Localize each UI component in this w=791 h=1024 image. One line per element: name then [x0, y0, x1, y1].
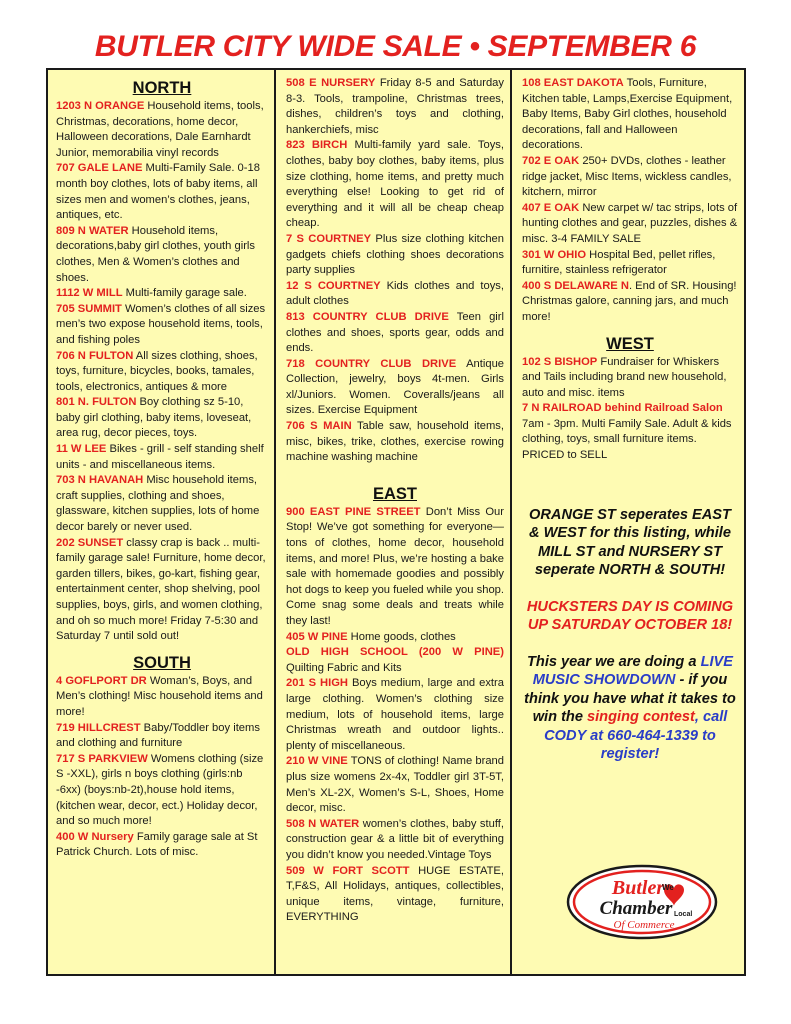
listing-address: 4 GOFLPORT DR	[56, 674, 147, 687]
listing-description: women’s clothes, baby stuff, construction gear & a little bit of everything you didn’t know you needed.Vintage Toys	[286, 817, 504, 861]
sale-listing	[522, 201, 738, 248]
listing-description: Womens clothing (size S -XXL), girls n boys clothing (girls:nb -6xx) (boys:nb-2t),house hold items, (kitchen wear, decor, ect.) Holiday decor, and so much more!	[56, 752, 264, 828]
listing-description: Household items, decorations,baby girl clothes, youth girls clothes, Men & Women’s clothes and shoes.	[56, 224, 255, 284]
sale-listing	[56, 224, 268, 286]
sale-listing	[286, 754, 504, 816]
listing-description: TONS of clothing! Name brand plus size womens 2x-4x, Toddler girl 3T-5T, Men’s XL-2X, Women’s S-L, Shoes, Home decor, misc.	[286, 755, 504, 815]
listing-description: Hospital Bed, pellet rifles, furnitire, stainless refrigerator	[522, 248, 716, 277]
listing-address: 201 S HIGH	[286, 677, 349, 690]
listing-description: Antique Collection, jewelry, boys 4t-men. Girls xl/Juniors. Women. Coveralls/jeans all sizes. Exercise Equipment	[286, 357, 505, 417]
contact-cody-phone: , call CODY at 660-464-1339	[544, 709, 728, 744]
listing-description: Fundraiser for Whiskers and Tails including brand new household, auto and misc. items	[522, 355, 727, 399]
listing-address: 1203 N ORANGE	[56, 100, 145, 112]
sale-listing	[56, 830, 268, 861]
sale-listing	[286, 279, 504, 310]
listing-address: 12 S COURTNEY	[286, 279, 381, 292]
column-left	[48, 70, 276, 974]
listing-address: 706 S MAIN	[286, 420, 352, 433]
sale-listing	[56, 99, 268, 161]
listing-description: Don’t Miss Our Stop! We’ve got something for everyone—tons of clothes, home decor, household items, and more! Plus, we’re hosting a bake sale with homemade goodies and possibly hot dogs to keep you fueled while you shop. Come snag some deals and treats while they last!	[286, 505, 504, 627]
sale-listing	[286, 357, 504, 419]
listing-address: 707 GALE LANE	[56, 162, 143, 175]
listing-address: 813 COUNTRY CLUB DRIVE	[286, 310, 449, 323]
sale-listing	[286, 419, 504, 466]
sale-listing	[286, 232, 504, 279]
listing-description: Boys medium, large and extra large clothing. Women’s clothing size medium, lots of household items, large Christmas wreath and outdoor lights.. plenty of miscellaneous.	[286, 677, 504, 752]
sale-listing	[522, 154, 738, 201]
sale-listing	[56, 721, 268, 752]
sale-listing	[286, 864, 504, 926]
sale-listing	[522, 76, 738, 154]
listing-address: 702 E OAK	[522, 154, 580, 167]
sale-listing	[286, 138, 504, 232]
listing-description: 7am - 3pm. Multi Family Sale. Adult & kids clothing, toys, small furniture items. PRICED to SELL	[522, 417, 732, 462]
listing-address: 102 S BISHOP	[522, 355, 598, 368]
listing-address: 210 W VINE	[286, 755, 348, 768]
listing-address: 400 W Nursery	[56, 830, 134, 843]
west-heading: WEST	[606, 334, 654, 353]
listing-description: HUGE ESTATE, T,F&S, All Holidays, antiques, collectibles, unique items, vintage, furniture, EVERYTHING	[286, 864, 504, 924]
listing-description: Quilting Fabric and Kits	[286, 661, 402, 674]
listing-description: Multi-Family Sale. 0-18 month boy clothes, lots of baby items, all sizes men and women’s clothes, jeans, antiques, etc.	[56, 162, 260, 222]
listing-description: Home goods, clothes	[347, 630, 456, 643]
sale-listing	[522, 401, 738, 463]
east-list	[286, 505, 504, 926]
sale-listing	[56, 536, 268, 645]
column-middle	[278, 70, 512, 974]
sale-listing	[286, 645, 504, 676]
live-music-showdown-label: LIVE MUSIC SHOWDOWN	[532, 653, 733, 689]
sale-listing	[522, 248, 738, 279]
sale-listing	[286, 630, 504, 646]
listing-address: 509 W FORT SCOTT	[286, 864, 410, 877]
logo-commerce-text: Of Commerce	[613, 919, 675, 931]
listing-address: OLD HIGH SCHOOL (200 W PINE)	[286, 646, 504, 659]
listing-address: 1112 W MILL	[56, 287, 123, 300]
sale-listing	[286, 505, 504, 630]
listing-description: 250+ DVDs, clothes - leather ridge jacket, Misc Items, wickless candles, kitchern, mirror	[522, 154, 732, 199]
sale-listing	[522, 279, 738, 326]
showdown-intro: This year we are doing a	[526, 653, 701, 670]
logo-local-text: Local	[674, 911, 693, 918]
north-list	[56, 99, 268, 645]
sale-listing	[286, 76, 504, 138]
listing-description: Multi-family garage sale.	[122, 287, 247, 300]
street-separator-note: ORANGE ST seperates EAST & WEST for this listing, while MILL ST and NURSERY ST seperate NORTH & SOUTH!	[529, 506, 731, 579]
sale-listing	[56, 674, 268, 721]
listing-address: 703 N HAVANAH	[56, 474, 144, 487]
listing-address: 801 N. FULTON	[56, 396, 137, 409]
west-list	[522, 355, 738, 464]
listing-address: 202 SUNSET	[56, 536, 124, 549]
logo-butler-text: Butler	[611, 877, 665, 899]
listing-description: Baby/Toddler boy items and clothing and furniture	[56, 721, 260, 750]
listing-description: Woman’s, Boys, and Men’s clothing! Misc household items and more!	[56, 674, 263, 718]
listing-address: 705 SUMMIT	[56, 302, 122, 315]
listing-description: classy crap is back .. multi-family garage sale! Furniture, home decor, garden tillers, bikes, go-kart, fishing gear, entertainment center, shop shelving, pool supplies, boys, girls, and women clothing, and oh so much more! Friday 7-5:30 and Saturday 7 until sold out!	[56, 536, 266, 643]
north-continued-list	[286, 76, 504, 466]
sale-listing	[56, 349, 268, 396]
sale-listing	[56, 442, 268, 473]
listing-address: 7 N RAILROAD behind Railroad Salon	[522, 402, 723, 415]
north-heading: NORTH	[132, 79, 192, 97]
listing-address: 7 S COURTNEY	[286, 232, 372, 245]
music-showdown-note	[522, 653, 738, 764]
listing-description: Misc household items, craft supplies, clothing and shoes, glassware, kitchen supplies, lots of home decor barely or never used.	[56, 474, 260, 534]
logo-chamber-text: Chamber	[599, 898, 673, 919]
listing-description: Women’s clothes of all sizes men’s two expose household items, tools, and fishing poles	[56, 302, 266, 346]
logo-we-text: We	[662, 883, 674, 892]
sale-listing	[286, 310, 504, 357]
sale-listing	[56, 395, 268, 442]
sale-listing	[522, 355, 738, 402]
east-heading: EAST	[372, 484, 417, 503]
sale-listing	[286, 676, 504, 754]
register-text: to register!	[600, 727, 716, 763]
listing-description: Plus size clothing kitchen gadgets chiefs clothing shoes decorations party supplies	[286, 232, 504, 277]
page-title: BUTLER CITY WIDE SALE • SEPTEMBER 6	[94, 30, 697, 63]
listing-address: 717 S PARKVIEW	[56, 752, 148, 765]
listing-description: Family garage sale at St Patrick Church. Lots of misc.	[56, 830, 258, 859]
column-right	[514, 70, 744, 974]
hucksters-day-note: HUCKSTERS DAY IS COMING UP SATURDAY OCTOBER 18!	[526, 598, 734, 634]
listing-description: Household items, tools, Christmas, decorations, home decor, Halloween decorations, Dale Earnhardt Junior, memorabilia vinyl records	[56, 100, 264, 159]
listing-address: 706 N FULTON	[56, 349, 134, 362]
listing-description: Friday 8-5 and Saturday 8-3. Tools, trampoline, Christmas trees, dishes, children’s toys and clothing, hankerchiefs, misc	[286, 77, 504, 136]
listing-address: 108 EAST DAKOTA	[522, 77, 624, 89]
butler-chamber-logo	[566, 864, 718, 940]
listing-description: Tools, Furniture, Kitchen table, Lamps,Exercise Equipment, Baby Items, Baby Girl clothes, household decorations, fall and Halloween decorations.	[522, 77, 733, 152]
sale-listing	[56, 302, 268, 349]
listing-description: Kids clothes and toys, adult clothes	[286, 279, 504, 308]
listing-address: 508 N WATER	[286, 817, 360, 830]
listing-description: New carpet w/ tac strips, lots of hunting clothes and gear, puzzles, dishes & misc. 3-4 FAMILY SALE	[522, 201, 738, 245]
sale-listing	[56, 161, 268, 223]
singing-contest-label: singing contest	[587, 709, 695, 726]
listing-address: 508 E NURSERY	[286, 77, 376, 89]
south-list	[56, 674, 268, 861]
listing-description: Table saw, household items, misc, bikes, trike, clothes, exercise rowing machine washing machine	[286, 420, 504, 464]
listing-address: 405 W PINE	[286, 630, 348, 643]
listing-address: 718 COUNTRY CLUB DRIVE	[286, 357, 457, 370]
listing-description: Teen girl clothes and shoes, sports gear, odds and ends.	[286, 310, 504, 355]
listing-description: . End of SR. Housing! Christmas galore, canning jars, and much more!	[522, 279, 737, 323]
sale-listing	[286, 817, 504, 864]
listing-address: 719 HILLCREST	[56, 721, 141, 734]
listing-description: Bikes - grill - self standing shelf units - and miscellaneous items.	[56, 443, 264, 471]
listing-address: 823 BIRCH	[286, 139, 348, 152]
listing-address: 407 E OAK	[522, 201, 580, 214]
listing-address: 809 N WATER	[56, 224, 129, 237]
showdown-middle-text: - if you think you have what it takes to win the	[524, 672, 736, 726]
listing-address: 301 W OHIO	[522, 248, 587, 261]
sale-listing	[56, 473, 268, 535]
sale-listing	[56, 752, 268, 830]
listing-description: Boy clothing sz 5-10, baby girl clothing, baby items, loveseat, area rug, decor pieces, toys.	[56, 396, 252, 440]
sale-listing	[56, 286, 268, 302]
east-continued-list	[522, 76, 738, 326]
south-heading: SOUTH	[133, 653, 191, 672]
listings-panel	[46, 68, 746, 976]
listing-address: 900 EAST PINE STREET	[286, 505, 421, 518]
listing-description: Multi-family yard sale. Toys, clothes, baby boy clothes, baby items, plus size clothing, home items, and pretty much everything else! Looking to get rid of everything and it will all be cheap cheap cheap.	[286, 139, 505, 230]
listing-description: All sizes clothing, shoes, toys, furniture, bicycles, books, tamales, tools, electronics, antiques & more	[56, 349, 258, 393]
listing-address: 400 S DELAWARE N	[522, 279, 629, 292]
listing-address: 11 W LEE	[56, 443, 107, 456]
